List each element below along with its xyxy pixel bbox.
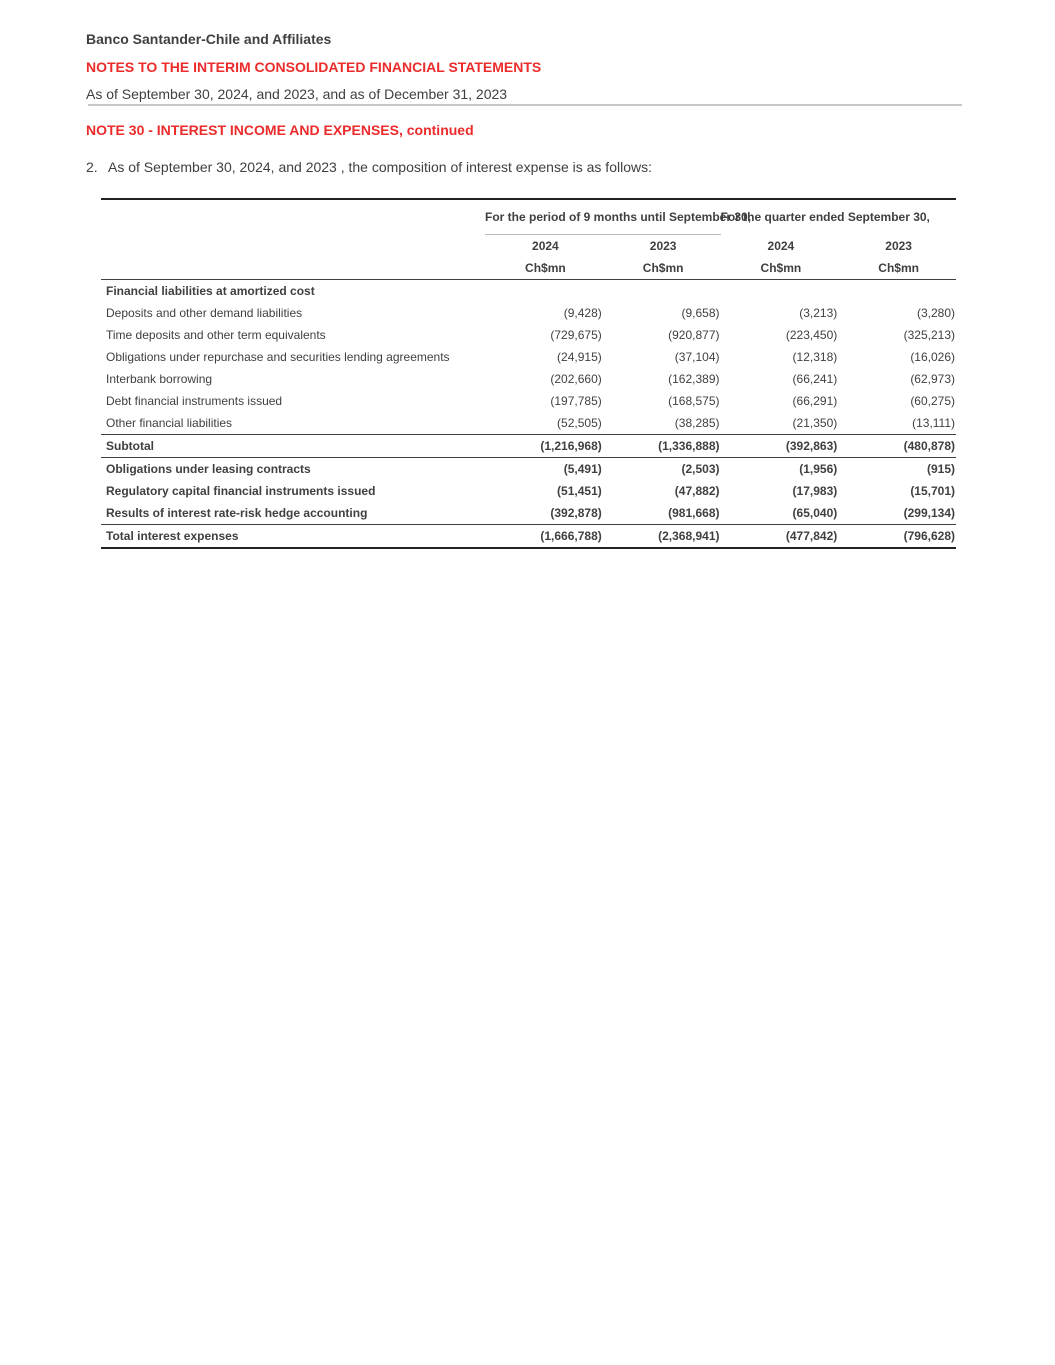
table-row <box>101 412 956 435</box>
row-value: (2,503) <box>603 458 721 481</box>
row-label: Regulatory capital financial instruments issued <box>106 484 376 498</box>
row-value: (202,660) <box>550 372 602 386</box>
report-dates: As of September 30, 2024, and 2023, and as of December 31, 2023 <box>86 86 508 102</box>
table-row <box>101 525 956 549</box>
row-value: (729,675) <box>550 328 602 342</box>
note-heading: NOTE 30 - INTEREST INCOME AND EXPENSES, continued <box>86 122 474 138</box>
row-value: (920,877) <box>668 328 720 342</box>
row-label: Obligations under leasing contracts <box>101 458 485 481</box>
row-label: Other financial liabilities <box>106 416 233 430</box>
row-label: Time deposits and other term equivalents <box>106 328 326 342</box>
table-row <box>101 324 956 346</box>
year-header: 2023 <box>885 238 912 253</box>
row-value: (162,389) <box>668 372 720 386</box>
header-divider <box>88 104 962 106</box>
year-blank <box>101 235 485 258</box>
intro-text: As of September 30, 2024, and 2023 , the composition of interest expense is as follows: <box>108 159 652 175</box>
row-value: (325,213) <box>903 328 956 342</box>
table-body <box>101 280 956 549</box>
row-value: (981,668) <box>668 506 720 520</box>
row-value: (21,350) <box>792 416 838 430</box>
row-value: (1,666,788) <box>485 525 603 549</box>
row-label: Total interest expenses <box>101 525 485 549</box>
table-row <box>101 480 956 502</box>
row-label: Obligations under repurchase and securities lending agreements <box>106 350 450 364</box>
company-name: Banco Santander-Chile and Affiliates <box>86 31 332 47</box>
intro-paragraph <box>86 159 652 175</box>
row-label: Deposits and other demand liabilities <box>106 306 303 320</box>
interest-expense-table <box>101 198 956 549</box>
row-value: (37,104) <box>674 350 720 364</box>
unit-header: Ch$mn <box>721 257 839 280</box>
row-value: (52,505) <box>557 416 602 430</box>
row-value <box>485 280 603 303</box>
row-value: (38,285) <box>674 416 720 430</box>
row-value: (17,983) <box>792 484 838 498</box>
row-value: (62,973) <box>910 372 956 386</box>
unit-header: Ch$mn <box>485 257 603 280</box>
row-value: (392,863) <box>721 435 839 458</box>
row-label: Interbank borrowing <box>106 372 213 386</box>
year-header: 2024 <box>767 238 795 253</box>
row-value: (51,451) <box>557 484 602 498</box>
row-value: (9,658) <box>681 306 720 320</box>
table-row <box>101 502 956 525</box>
header-blank <box>101 199 485 235</box>
row-value: (66,241) <box>792 372 838 386</box>
table-row <box>101 458 956 481</box>
unit-blank <box>101 257 485 280</box>
table-row <box>101 302 956 324</box>
item-number: 2. <box>86 159 98 175</box>
table-row <box>101 390 956 412</box>
year-header: 2024 <box>532 239 559 253</box>
row-value: (197,785) <box>550 394 602 408</box>
row-value: (1,956) <box>721 458 839 481</box>
unit-header: Ch$mn <box>838 257 956 280</box>
unit-header: Ch$mn <box>603 257 721 280</box>
row-value: (796,628) <box>838 525 956 549</box>
row-value: (392,878) <box>550 506 602 520</box>
row-value: (16,026) <box>910 350 956 364</box>
row-value: (24,915) <box>557 350 602 364</box>
row-label: Financial liabilities at amortized cost <box>106 284 315 298</box>
quarter-header: For the quarter ended September 30, <box>721 199 957 235</box>
table-row <box>101 346 956 368</box>
row-value <box>603 280 721 303</box>
table-row <box>101 435 956 458</box>
row-value: (915) <box>838 458 956 481</box>
row-value <box>838 280 956 303</box>
row-value: (65,040) <box>792 506 838 520</box>
row-value: (1,216,968) <box>485 435 603 458</box>
row-value: (1,336,888) <box>603 435 721 458</box>
row-value: (60,275) <box>910 394 956 408</box>
row-value: (168,575) <box>668 394 720 408</box>
row-value: (223,450) <box>785 328 838 342</box>
row-value: (15,701) <box>910 484 956 498</box>
row-value <box>721 280 839 303</box>
table-row <box>101 280 956 303</box>
row-value: (5,491) <box>485 458 603 481</box>
notes-title: NOTES TO THE INTERIM CONSOLIDATED FINANCIAL STATEMENTS <box>86 59 542 75</box>
period-header: For the period of 9 months until September 30, <box>485 199 721 235</box>
table-row <box>101 368 956 390</box>
row-value: (13,111) <box>912 416 956 430</box>
row-label: Results of interest rate-risk hedge accounting <box>106 506 368 520</box>
year-header: 2023 <box>649 239 677 253</box>
row-value: (9,428) <box>563 306 602 320</box>
row-value: (480,878) <box>838 435 956 458</box>
row-label: Subtotal <box>101 435 485 458</box>
row-value: (12,318) <box>792 350 838 364</box>
row-value: (66,291) <box>792 394 838 408</box>
row-value: (47,882) <box>674 484 720 498</box>
row-value: (3,213) <box>799 306 838 320</box>
row-value: (299,134) <box>903 506 956 520</box>
row-value: (2,368,941) <box>603 525 721 549</box>
row-value: (3,280) <box>916 306 956 320</box>
row-label: Debt financial instruments issued <box>106 394 283 408</box>
row-value: (477,842) <box>721 525 839 549</box>
